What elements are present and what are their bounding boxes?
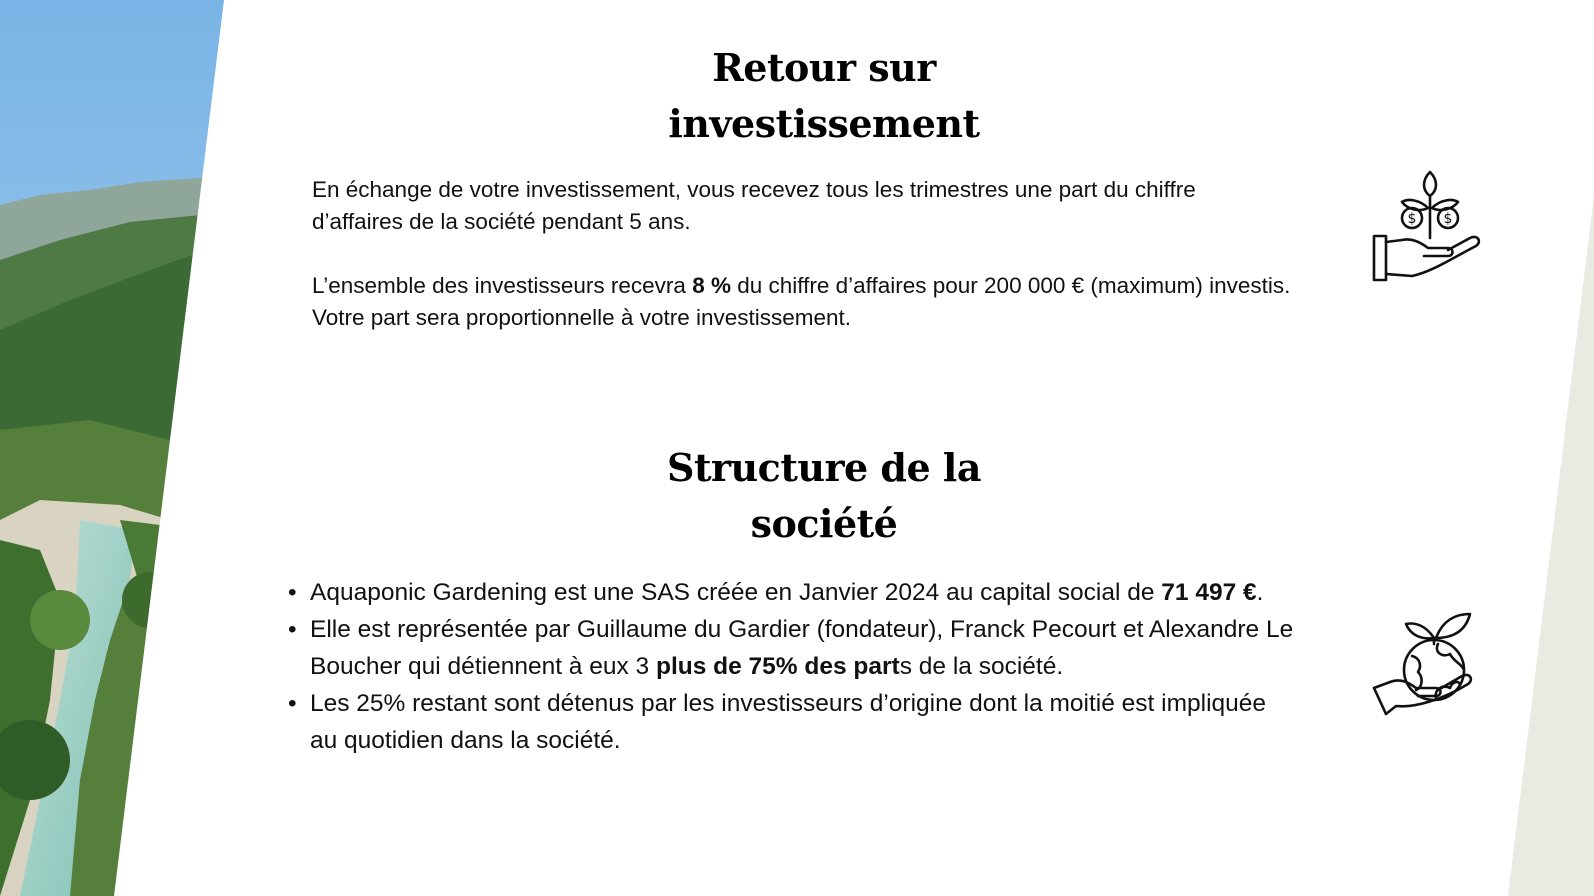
text-run: Elle est représentée par Guillaume du Gardier (fondateur), Franck Pecourt et Alexandre Le Boucher qui détiennent à eux 3 [310,616,1294,680]
svg-text:$: $ [1443,211,1453,227]
text-run: du chiffre d’affaires pour 200 000 € (maximum) investis. Votre part sera proportionnelle à votre investissement. [312,273,1291,330]
text-run: L’ensemble des investisseurs recevra [312,273,693,298]
investment-paragraph: En échange de votre investissement, vous recevez tous les trimestres une part du chiffre d’affaires de la société pendant 5 ans. [312,177,1196,234]
section-title-return [560,40,1088,152]
title-line: Retour sur [712,45,936,90]
bullet-glyph: • [288,690,297,717]
capital-value: 71 497 € [1161,579,1257,606]
percentage-value: 8 % [692,273,731,298]
bullet-glyph: • [288,616,297,643]
bullet-glyph: • [288,579,297,606]
list-item [288,574,1298,611]
list-item [288,685,1298,759]
section-title-structure [560,440,1088,552]
title-line: Structure de la [667,445,981,490]
hand-globe-leaves-icon [1372,604,1492,730]
ownership-highlight: plus de 75% des part [655,653,900,680]
hand-plant-money-icon [1372,160,1492,290]
list-item [288,611,1298,685]
title-line: société [750,501,898,546]
text-run: Les 25% restant sont détenus par les investisseurs d’origine dont la moitié est impliquée au quotidien dans la société. [310,690,1267,754]
title-line: investissement [668,101,980,146]
structure-list [288,574,1298,759]
svg-text:$: $ [1407,211,1417,227]
text-run: Aquaponic Gardening est une SAS créée en Janvier 2024 au capital social de [310,579,1162,606]
text-run: . [1256,579,1264,606]
investors-paragraph [312,270,1292,334]
text-run: s de la société. [899,653,1064,680]
